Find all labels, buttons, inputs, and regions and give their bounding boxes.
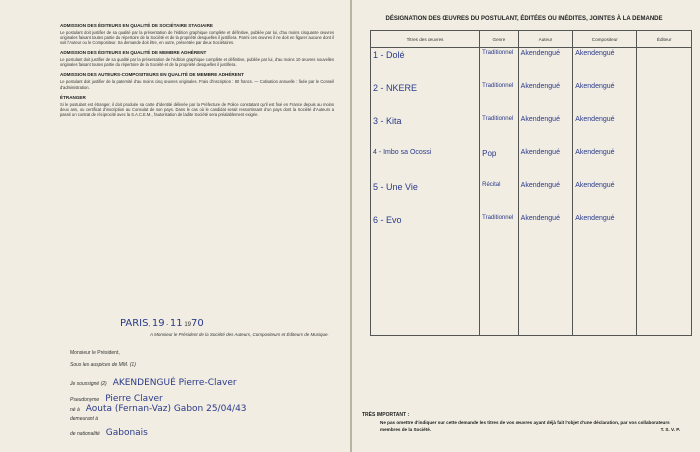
section-text: Le postulant doit justifier de la paternité d'au moins cinq œuvres originales. Frais d'inscription : 80 francs. — Cotisation annuelle : fixée par le Conseil d'administration. xyxy=(60,79,334,90)
column-header: Compositeur xyxy=(573,31,637,48)
section-title: ADMISSION DES ÉDITEURS EN QUALITÉ DE MEMBRE ADHÉRENT xyxy=(60,50,207,56)
born-value: Aouta (Fernan-Vaz) Gabon 25/04/43 xyxy=(85,404,247,414)
pseudonym-field xyxy=(70,394,163,404)
undersigned-field xyxy=(70,378,237,388)
table-row xyxy=(371,114,692,147)
work-composer: Akendengué xyxy=(573,147,637,180)
section-title: ADMISSION DES ÉDITEURS EN QUALITÉ DE SOCIÉTAIRE STAGIAIRE xyxy=(60,23,213,28)
section-title: ÉTRANGER xyxy=(60,94,86,100)
year-handwritten: 70 xyxy=(191,318,204,329)
sponsors-label: Sous les auspices de MM. (1) xyxy=(70,362,136,368)
born-field xyxy=(70,404,247,414)
born-label: né à xyxy=(70,407,80,413)
work-title: 4 - Imbo sa Ocossi xyxy=(371,147,480,180)
work-publisher xyxy=(637,114,692,147)
work-author: Akendengué xyxy=(518,114,573,147)
work-title: 1 - Dolé xyxy=(371,48,480,82)
work-genre: Pop xyxy=(480,147,519,180)
work-composer: Akendengué xyxy=(573,48,637,82)
section xyxy=(60,95,334,117)
section-text: Si le postulant est étranger, il doit produire sa carte d'identité délivrée par la Préfecture de Police constatant qu'il est fixé en France depuis au moins deux ans, ou certificat d'inscription au Consulat de son pays. Dans le cas où le candidat serait ressortissant d'un pays dont la Société d'Auteurs a passé un contrat de réciprocité avec la S.A.C.E.M., l'autorisation de ladite Société sera préalablement exigée. xyxy=(60,101,334,117)
year-printed: 19 xyxy=(184,322,191,328)
day: 19 xyxy=(151,318,165,329)
nationality-field xyxy=(70,428,148,438)
pseudonym-value: Pierre Claver xyxy=(105,394,163,404)
work-title: 5 - Une Vie xyxy=(371,180,480,213)
column-header: Titres des œuvres xyxy=(371,31,480,48)
right-page xyxy=(352,0,700,452)
section xyxy=(60,23,334,45)
residing-label: demeurant à xyxy=(70,416,99,422)
work-author: Akendengué xyxy=(518,147,573,180)
section xyxy=(60,50,334,67)
section-title: ADMISSION DES AUTEURS-COMPOSITEURS EN QUALITÉ DE MEMBRE ADHÉRENT xyxy=(60,72,244,78)
month: 11 xyxy=(169,318,183,329)
important-text: Ne pas omettre d'indiquer sur cette demande les titres de vos œuvres ayant déjà fait l'objet d'une déclaration, par vos collaborateurs membres de la Société. xyxy=(380,420,670,432)
tsvp-label: T. S. V. P. xyxy=(660,426,680,432)
table-row xyxy=(371,147,692,180)
important-label: TRÈS IMPORTANT : xyxy=(362,412,410,418)
section-text: Le postulant doit justifier de sa qualité par la présentation de l'édition graphique complète et définitive, publiée par lui, d'au moins 10 œuvres nouvelles originales faisant toutes partie du répertoire de la Société et de la propriété desquelles il justifiera. xyxy=(60,57,334,68)
section-text: Le postulant doit justifier de sa qualité par la présentation de l'édition graphique complète et définitive, publiée par lui, d'au moins cinquante œuvres originales faisant toutes partie du répertoire de la Société et de la propriété desquelles il justifiera. Parmi ces œuvres il ne doit en figurer aucune dont il soit l'Auteur ou le Compositeur. Sa demande doit être, en outre, présentée par deux Sociétaires. xyxy=(60,30,334,46)
work-title: 6 - Evo xyxy=(371,213,480,336)
work-genre: Récital xyxy=(480,180,519,213)
nationality-label: de nationalité xyxy=(70,431,100,437)
nationality-value: Gabonais xyxy=(105,428,148,438)
work-publisher xyxy=(637,48,692,82)
column-header: Éditeur xyxy=(637,31,692,48)
section xyxy=(60,72,334,89)
work-publisher xyxy=(637,180,692,213)
work-author: Akendengué xyxy=(518,48,573,82)
pseudonym-label: Pseudonyme xyxy=(70,397,100,403)
date-line: PARIS, 19 - 11 1970 xyxy=(120,318,204,329)
salutation: Monsieur le Président, xyxy=(70,350,120,356)
undersigned-value: AKENDENGUÉ Pierre-Claver xyxy=(112,378,237,388)
works-title: DÉSIGNATION DES ŒUVRES DU POSTULANT, ÉDITÉES OU INÉDITES, JOINTES À LA DEMANDE xyxy=(385,16,663,22)
column-header: Genre xyxy=(480,31,519,48)
table-row xyxy=(371,213,692,336)
works-table xyxy=(370,30,692,336)
work-composer: Akendengué xyxy=(573,114,637,147)
work-composer: Akendengué xyxy=(573,180,637,213)
work-publisher xyxy=(637,147,692,180)
work-genre: Traditionnel xyxy=(480,213,519,336)
work-composer: Akendengué xyxy=(573,81,637,114)
column-header: Auteur xyxy=(518,31,573,48)
work-author: Akendengué xyxy=(518,180,573,213)
table-row xyxy=(371,180,692,213)
undersigned-label: Je soussigné (2) xyxy=(70,381,107,387)
work-composer: Akendengué xyxy=(573,213,637,336)
important-note xyxy=(380,420,680,433)
table-row xyxy=(371,81,692,114)
work-genre: Traditionnel xyxy=(480,48,519,82)
work-author: Akendengué xyxy=(518,213,573,336)
city: PARIS xyxy=(120,318,149,329)
work-publisher xyxy=(637,81,692,114)
work-title: 3 - Kita xyxy=(371,114,480,147)
table-row xyxy=(371,48,692,82)
address-block: A Monsieur le Président de la Société des Auteurs, Compositeurs et Éditeurs de Musique. xyxy=(150,332,329,337)
work-author: Akendengué xyxy=(518,81,573,114)
work-publisher xyxy=(637,213,692,336)
work-title: 2 - NKERE xyxy=(371,81,480,114)
work-genre: Traditionnel xyxy=(480,81,519,114)
work-genre: Traditionnel xyxy=(480,114,519,147)
